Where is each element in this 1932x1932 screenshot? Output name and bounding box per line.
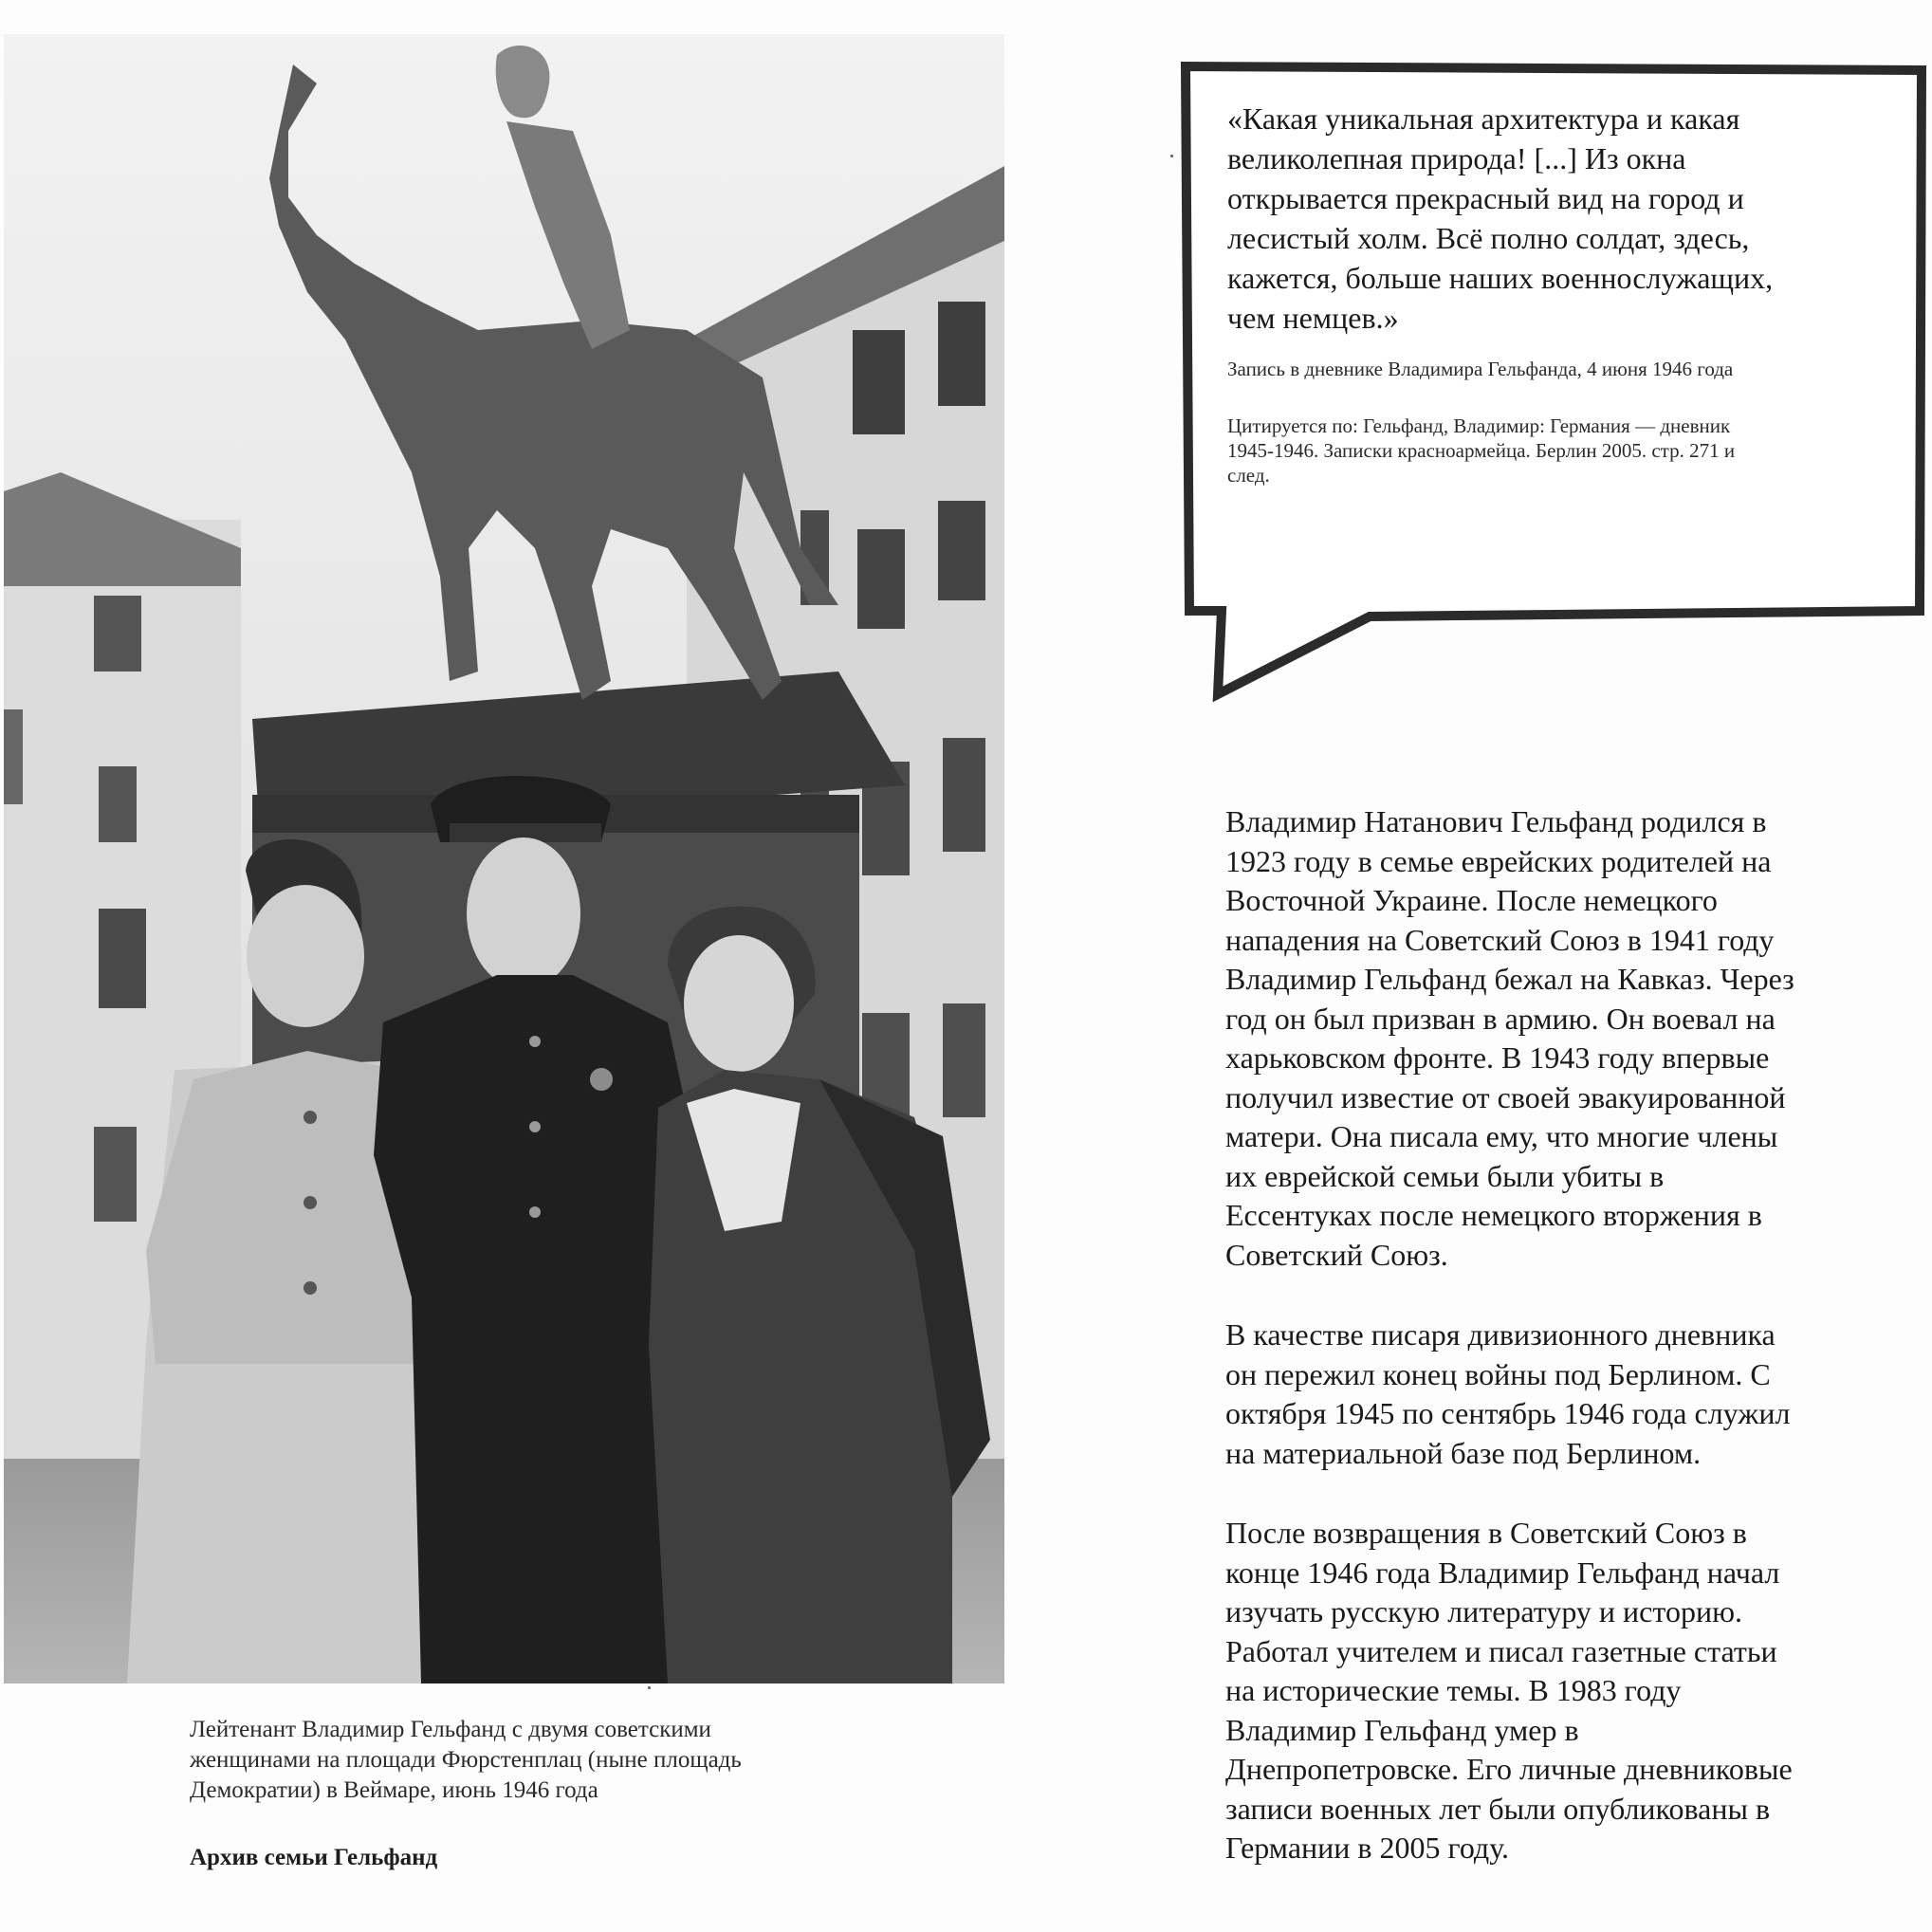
quote-line: лесистый холм. Всё полно солдат, здесь, [1227,221,1750,255]
caption-line: Лейтенант Владимир Гельфанд с двумя советскими [190,1717,711,1742]
bio-line: Владимир Гельфанд умер в [1225,1712,1579,1747]
bio-line: записи военных лет были опубликованы в [1225,1791,1771,1826]
bio-paragraph [1225,802,1908,1275]
bio-line: он пережил конец войны под Берлином. С [1225,1356,1771,1391]
citation-line: 1945-1946. Записки красноармейца. Берлин 2005. стр. 271 и [1227,439,1736,462]
bio-paragraph [1225,1514,1908,1868]
caption-line: женщинами на площади Фюрстенплац (ныне площадь [190,1747,742,1773]
quote-bubble [1180,61,1929,706]
quote-citation [1227,414,1891,488]
bio-line: изучать русскую литературу и историю. [1225,1594,1742,1628]
biography-text [1225,802,1908,1909]
bio-line: на исторические темы. В 1983 году [1225,1673,1682,1707]
quote-line: открывается прекрасный вид на город и [1227,181,1744,215]
quote-text [1227,99,1891,338]
bio-line: получил известие от своей эвакуированной [1225,1079,1786,1114]
quote-line: кажется, больше наших военнослужащих, [1227,261,1774,295]
bio-line: их еврейской семьи были убиты в [1225,1158,1665,1193]
citation-line: след. [1227,464,1270,487]
quote-source: Запись в дневнике Владимира Гельфанда, 4 июня 1946 года [1227,358,1734,380]
bio-line: харьковском фронте. В 1943 году впервые [1225,1040,1770,1075]
bio-line: Ессентуках после немецкого вторжения в [1225,1198,1762,1232]
bio-line: 1923 году в семье еврейских родителей на [1225,843,1772,878]
bio-paragraph [1225,1316,1908,1473]
bio-line: нападения на Советский Союз в 1941 году [1225,922,1775,957]
quote-line: чем немцев.» [1227,301,1399,335]
bio-line: Работал учителем и писал газетные статьи [1225,1633,1777,1668]
bio-line: Владимир Гельфанд бежал на Кавказ. Через [1225,962,1794,996]
bio-line: год он был призван в армию. Он воевал на [1225,1001,1776,1036]
bio-line: конце 1946 года Владимир Гельфанд начал [1225,1555,1780,1590]
bio-line: матери. Она писала ему, что многие члены [1225,1119,1778,1153]
photo-illustration [4,17,1017,1684]
bio-line: В качестве писаря дивизионного дневника [1225,1317,1776,1352]
historical-photo [4,17,1017,1684]
bio-line: После возвращения в Советский Союз в [1225,1516,1747,1550]
scan-speck [1170,155,1173,157]
quote-line: великолепная природа! [...] Из окна [1227,141,1686,175]
bio-line: Владимир Натанович Гельфанд родился в [1225,804,1767,838]
bio-line: на материальной базе под Берлином. [1225,1435,1702,1470]
citation-line: Цитируется по: Гельфанд, Владимир: Германия — дневник [1227,414,1731,437]
bio-line: Советский Союз. [1225,1237,1448,1272]
caption-line: Демократии) в Веймаре, июнь 1946 года [190,1777,598,1803]
photo-caption [190,1715,873,1806]
photo-credit: Архив семьи Гельфанд [190,1845,438,1870]
bio-line: октября 1945 по сентябрь 1946 года служил [1225,1396,1791,1430]
bio-line: Восточной Украине. После немецкого [1225,883,1718,917]
bio-line: Германии в 2005 году. [1225,1831,1509,1865]
scan-speck [648,1686,651,1689]
bio-line: Днепропетровске. Его личные дневниковые [1225,1752,1793,1786]
quote-line: «Какая уникальная архитектура и какая [1227,101,1740,136]
